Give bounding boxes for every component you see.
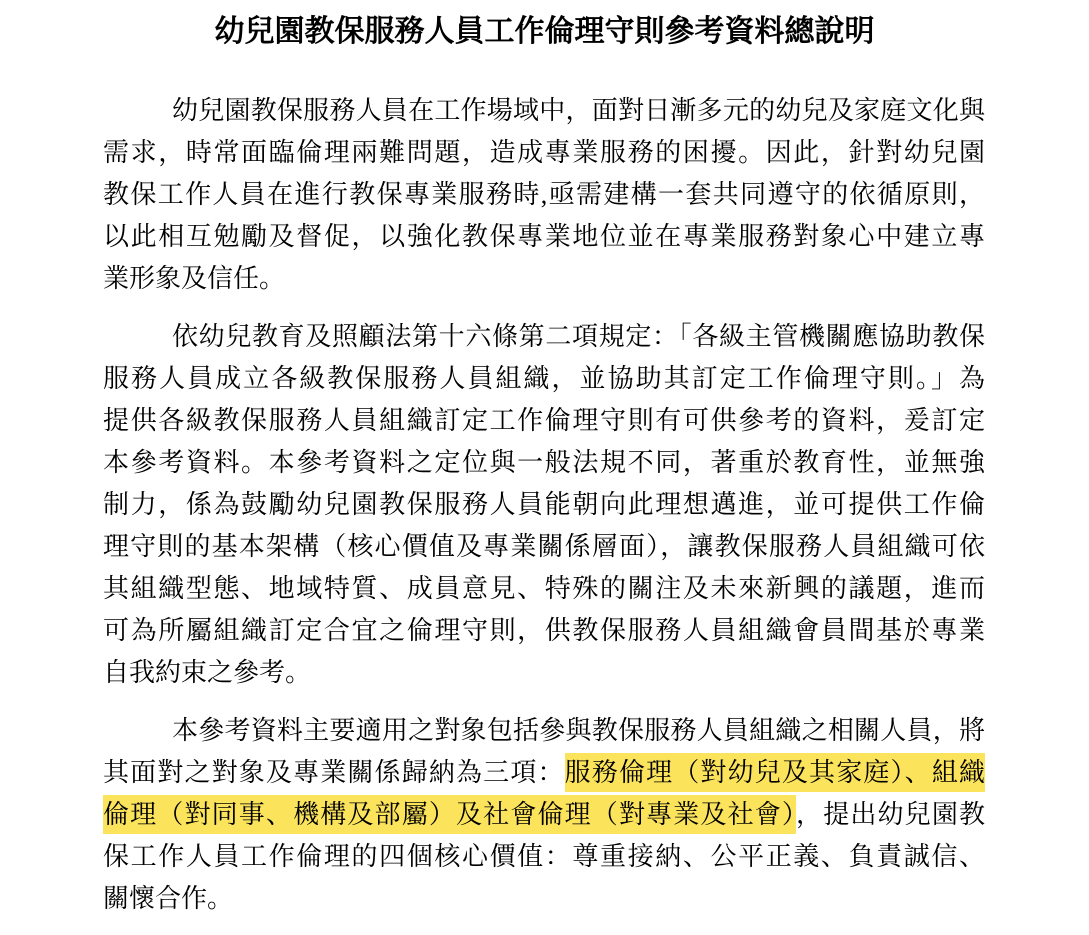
text-line <box>103 174 985 216</box>
text-line <box>103 442 985 484</box>
text-line <box>103 610 985 652</box>
text-line <box>103 568 985 610</box>
text-line <box>103 316 985 358</box>
paragraph <box>103 316 985 694</box>
text-segment: 制力，係為鼓勵幼兒園教保服務人員能朝向此理想邁進，並可提供工作倫 <box>103 490 985 519</box>
paragraph <box>103 710 985 920</box>
text-segment: 可為所屬組織訂定合宜之倫理守則，供教保服務人員組織會員間基於專業 <box>103 616 985 645</box>
text-line <box>103 878 985 920</box>
text-line <box>103 836 985 878</box>
highlighted-text-segment: 服務倫理（對幼兒及其家庭）、組織 <box>565 753 985 792</box>
text-segment: 自我約束之參考。 <box>103 658 312 687</box>
document-body <box>103 90 985 920</box>
text-segment: 以此相互勉勵及督促，以強化教保專業地位並在專業服務對象心中建立專 <box>103 222 985 251</box>
text-segment: 幼兒園教保服務人員在工作場域中，面對日漸多元的幼兒及家庭文化與 <box>172 96 985 125</box>
text-segment: 服務人員成立各級教保服務人員組織，並協助其訂定工作倫理守則。」為 <box>103 364 985 393</box>
text-line <box>103 216 985 258</box>
text-line <box>103 258 985 300</box>
text-segment: ，提出幼兒園教 <box>796 800 985 829</box>
text-segment: 提供各級教保服務人員組織訂定工作倫理守則有可供參考的資料，爰訂定 <box>103 406 985 435</box>
paragraph <box>103 90 985 300</box>
text-line <box>103 652 985 694</box>
text-segment: 業形象及信任。 <box>103 264 286 293</box>
text-line <box>103 484 985 526</box>
text-segment: 其面對之對象及專業關係歸納為三項： <box>103 758 565 787</box>
text-segment: 需求，時常面臨倫理兩難問題，造成專業服務的困擾。因此，針對幼兒園 <box>103 138 985 167</box>
text-line <box>103 90 985 132</box>
text-segment: 關懷合作。 <box>103 884 234 913</box>
document-title: 幼兒園教保服務人員工作倫理守則參考資料總說明 <box>214 15 875 48</box>
text-segment: 本參考資料主要適用之對象包括參與教保服務人員組織之相關人員，將 <box>172 716 985 745</box>
highlighted-text-segment: 倫理（對同事、機構及部屬）及社會倫理（對專業及社會） <box>103 795 796 834</box>
text-line <box>103 794 985 836</box>
text-segment: 保工作人員工作倫理的四個核心價值：尊重接納、公平正義、負責誠信、 <box>103 842 985 871</box>
text-line <box>103 752 985 794</box>
text-segment: 本參考資料。本參考資料之定位與一般法規不同，著重於教育性，並無強 <box>103 448 985 477</box>
text-line <box>103 526 985 568</box>
text-segment: 教保工作人員在進行教保專業服務時,亟需建構一套共同遵守的依循原則， <box>103 180 985 209</box>
text-line <box>103 710 985 752</box>
text-segment: 理守則的基本架構（核心價值及專業關係層面），讓教保服務人員組織可依 <box>103 532 985 561</box>
text-line <box>103 358 985 400</box>
text-line <box>103 400 985 442</box>
text-segment: 依幼兒教育及照顧法第十六條第二項規定：「各級主管機關應協助教保 <box>172 322 985 351</box>
text-segment: 其組織型態、地域特質、成員意見、特殊的關注及未來新興的議題，進而 <box>103 574 985 603</box>
text-line <box>103 132 985 174</box>
